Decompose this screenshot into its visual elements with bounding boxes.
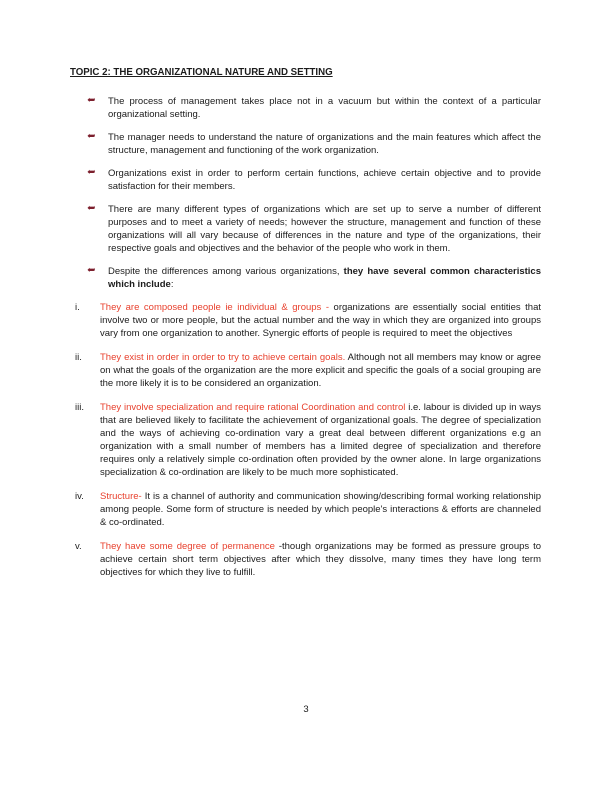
bullet-text: The manager needs to understand the nature of organizations and the main features which affect the structure, management and functioning of the work organization. <box>108 132 541 156</box>
bullet-item <box>70 265 541 291</box>
numbered-item <box>70 540 541 579</box>
item-body: organizations are essentially social entities that involve two or more people, but the actual number and the way in which they are organized into groups vary from one organization to another. Synergic efforts of people is required to meet the objectives <box>100 302 542 339</box>
bullet-text: Organizations exist in order to perform certain functions, achieve certain objective and to provide satisfaction for their members. <box>108 168 541 192</box>
bullet-arrow-icon: ➥ <box>87 265 96 276</box>
numbered-item <box>70 490 541 529</box>
item-body: i.e. labour is divided up in ways that are believed likely to facilitate the achievement of organizational goals. The degree of specialization and the ways of achieving co-ordination vary a great deal between different organizations e.g an organization with a small number of members has a limited degree of specialization and therefore requires only a relatively simple co-ordination often provided by the owner alone. In large organizations specialization & co-ordination are likely to be much more sophisticated. <box>100 402 541 478</box>
item-body: It is a channel of authority and communication showing/describing formal working relationship among people. Some form of structure is needed by which people's interactions & efforts are channeled & co-ordinated. <box>100 491 541 528</box>
item-marker: v. <box>75 541 82 552</box>
bullet-item <box>70 131 541 157</box>
bullet-item <box>70 203 541 255</box>
numbered-item <box>70 301 541 340</box>
item-text <box>100 301 541 340</box>
bullet-text: There are many different types of organizations which are set up to serve a number of different purposes and to meet a variety of needs; however the structure, management and function of these organizations will all vary because of differences in the nature and type of the organizations, their respective goals and objectives and the behavior of the people who work in them. <box>108 204 541 254</box>
item-marker: ii. <box>75 352 82 363</box>
bullet-text <box>108 265 541 291</box>
intro-normal-text: Despite the differences among various organizations, <box>108 266 344 277</box>
item-lead: They are composed people ie individual & groups - <box>100 302 334 313</box>
bullet-list <box>70 95 541 291</box>
bullet-text: The process of management takes place not in a vacuum but within the context of a particular organizational setting. <box>108 96 541 120</box>
numbered-list <box>70 301 541 579</box>
bullet-arrow-icon: ➥ <box>87 167 96 178</box>
item-body: Although not all members may know or agree on what the goals of the organization are the more explicit and specific the goals of a social grouping are the more likely it is to be considered an organization. <box>100 352 541 389</box>
item-marker: iii. <box>75 402 84 413</box>
item-lead: Structure- <box>100 491 142 502</box>
item-marker: iv. <box>75 491 84 502</box>
page-title: TOPIC 2: THE ORGANIZATIONAL NATURE AND SETTING <box>70 67 333 78</box>
item-body: -though organizations may be formed as pressure groups to achieve certain short term objectives after which they dissolve, many times they have long term objectives for which they live to fulfill. <box>100 541 542 578</box>
item-marker: i. <box>75 302 80 313</box>
item-text <box>100 540 541 579</box>
item-text <box>100 401 541 479</box>
item-lead: They exist in order in order to try to achieve certain goals. <box>100 352 346 363</box>
numbered-item <box>70 351 541 390</box>
item-lead: They involve specialization and require rational Coordination and control <box>100 402 406 413</box>
intro-bold-text: they have several common characteristics which include <box>108 266 541 290</box>
intro-tail-text: : <box>170 279 174 290</box>
bullet-item <box>70 167 541 193</box>
bullet-arrow-icon: ➥ <box>87 203 96 214</box>
numbered-item <box>70 401 541 479</box>
item-text <box>100 351 541 390</box>
bullet-arrow-icon: ➥ <box>87 131 96 142</box>
item-lead: They have some degree of permanence <box>100 541 279 552</box>
bullet-item <box>70 95 541 121</box>
page-number: 3 <box>303 704 309 715</box>
item-text <box>100 490 541 529</box>
bullet-arrow-icon: ➥ <box>87 95 96 106</box>
